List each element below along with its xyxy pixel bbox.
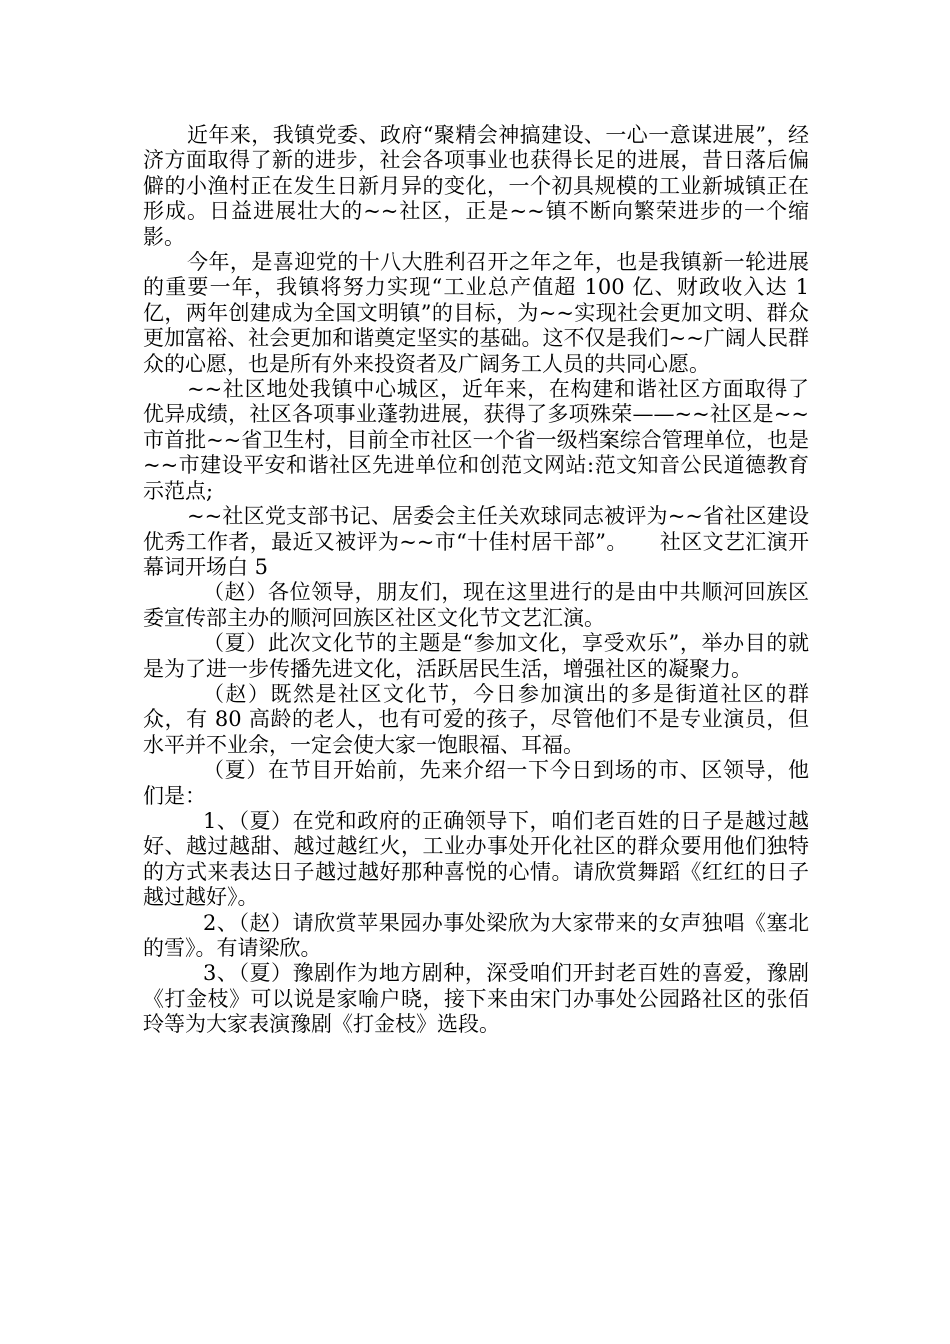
paragraph-host-xia-theme: （夏）此次文化节的主题是“参加文化，享受欢乐”，举办目的就是为了进一步传播先进文化，活跃居民生活，增强社区的凝聚力。 [143,631,809,681]
program-item-3: 3、（夏）豫剧作为地方剧种，深受咱们开封老百姓的喜爱，豫剧《打金枝》可以说是家喻户晓，接下来由宋门办事处公园路社区的张佰玲等为大家表演豫剧《打金枝》选段。 [143,961,809,1037]
paragraph-this-year: 今年，是喜迎党的十八大胜利召开之年之年，也是我镇新一轮进展的重要一年，我镇将努力实现“工业总产值超 100 亿、财政收入达 1 亿，两年创建成为全国文明镇”的目标，为~~实现社会更加文明、群众更加富裕、社会更加和谐奠定坚实的基础。这不仅是我们~~广阔人民群众的心愿，也是所有外来投资者及广阔务工人员的共同心愿。 [143,250,809,376]
paragraph-host-xia-leaders: （夏）在节目开始前，先来介绍一下今日到场的市、区领导，他们是： [143,758,809,808]
paragraph-host-zhao-performers: （赵）既然是社区文化节，今日参加演出的多是街道社区的群众，有 80 高龄的老人，也有可爱的孩子，尽管他们不是专业演员，但水平并不业余，一定会使大家一饱眼福、耳福。 [143,681,809,757]
paragraph-host-zhao-opening: （赵）各位领导，朋友们，现在这里进行的是由中共顺河回族区委宣传部主办的顺河回族区社区文化节文艺汇演。 [143,580,809,630]
document-body [143,123,809,1038]
paragraph-party-secretary: ~~社区党支部书记、居委会主任关欢球同志被评为~~省社区建设优秀工作者，最近又被评为~~市“十佳村居干部”。 社区文艺汇演开幕词开场白 5 [143,504,809,579]
paragraph-intro: 近年来，我镇党委、政府“聚精会神搞建设、一心一意谋进展”，经济方面取得了新的进步，社会各项事业也获得长足的进展，昔日落后偏僻的小渔村正在发生日新月异的变化，一个初具规模的工业新城镇正在形成。日益进展壮大的~~社区，正是~~镇不断向繁荣进步的一个缩影。 [143,123,809,249]
program-item-2: 2、（赵）请欣赏苹果园办事处梁欣为大家带来的女声独唱《塞北的雪》。有请梁欣。 [143,910,809,960]
paragraph-community-location: ~~社区地处我镇中心城区，近年来，在构建和谐社区方面取得了优异成绩，社区各项事业蓬勃进展，获得了多项殊荣——~~社区是~~市首批~~省卫生村，目前全市社区一个省一级档案综合管理单位，也是~~市建设平安和谐社区先进单位和创范文网站:范文知音公民道德教育示范点; [143,377,809,503]
program-item-1: 1、（夏）在党和政府的正确领导下，咱们老百姓的日子是越过越好、越过越甜、越过越红火，工业办事处开化社区的群众要用他们独特的方式来表达日子越过越好那种喜悦的心情。请欣赏舞蹈《红红的日子越过越好》。 [143,808,809,910]
